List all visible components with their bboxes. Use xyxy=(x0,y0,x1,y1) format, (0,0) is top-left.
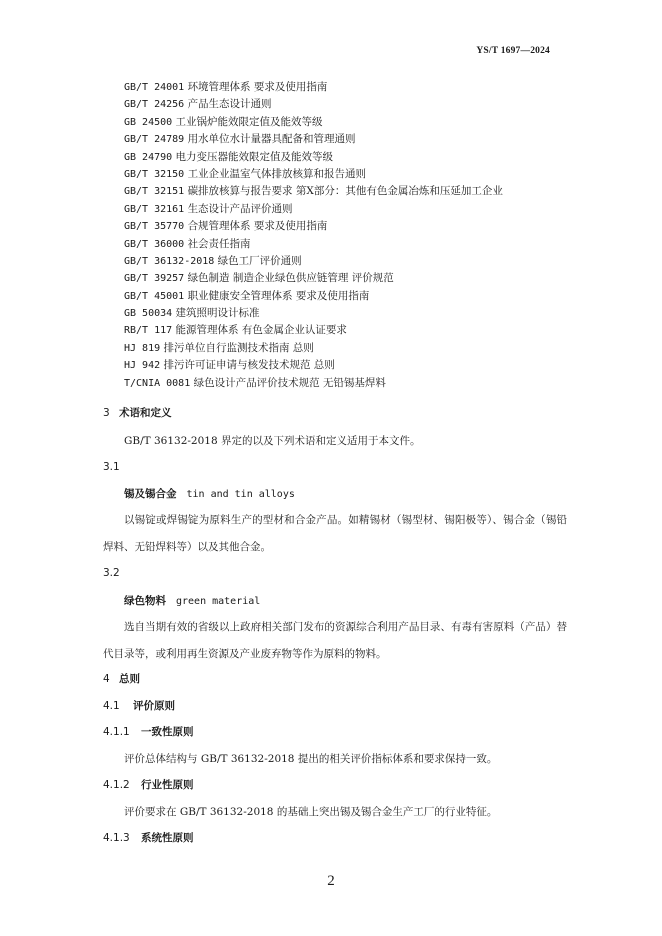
reference-item: GB/T 32151 碳排放核算与报告要求 第X部分：其他有色金属冶炼和压延加工企业 xyxy=(124,185,503,198)
reference-item: GB/T 45001 职业健康安全管理体系 要求及使用指南 xyxy=(124,289,370,302)
reference-item: GB 50034 建筑照明设计标准 xyxy=(124,307,260,320)
reference-item: HJ 819 排污单位自行监测技术指南 总则 xyxy=(124,341,314,354)
reference-item: GB/T 39257 绿色制造 制造企业绿色供应链管理 评价规范 xyxy=(124,272,394,285)
term-3-2-number: 3.2 xyxy=(103,567,120,579)
term-3-1-definition: 以锡锭或焊锡锭为原料生产的型材和合金产品。如精锡材（锡型材、锡阳极等）、锡合金（锡铅焊料、无铅焊料等）以及其他合金。 xyxy=(103,514,567,553)
reference-item: GB/T 24001 环境管理体系 要求及使用指南 xyxy=(124,81,328,93)
standard-code: YS/T 1697—2024 xyxy=(476,46,550,56)
reference-item: GB 24500 工业锅炉能效限定值及能效等级 xyxy=(124,115,323,128)
reference-item: T/CNIA 0081 绿色设计产品评价技术规范 无铅锡基焊料 xyxy=(124,376,386,389)
section-3-intro: GB/T 36132-2018 界定的以及下列术语和定义适用于本文件。 xyxy=(124,435,421,447)
reference-item: RB/T 117 能源管理体系 有色金属企业认证要求 xyxy=(124,324,347,337)
reference-item: GB/T 36000 社会责任指南 xyxy=(124,237,251,250)
reference-item: GB/T 32161 生态设计产品评价通则 xyxy=(124,202,293,215)
section-4-1-2-heading: 4.1.2 行业性原则 xyxy=(103,779,194,791)
section-4-1-2-text: 评价要求在 GB/T 36132-2018 的基础上突出锡及锡合金生产工厂的行业特征。 xyxy=(124,806,498,818)
term-3-2-name: 绿色物料 green material xyxy=(124,595,261,607)
section-3-heading: 3 术语和定义 xyxy=(103,407,172,419)
section-4-1-1-heading: 4.1.1 一致性原则 xyxy=(103,726,194,738)
reference-item: GB/T 24256 产品生态设计通则 xyxy=(124,98,272,111)
reference-item: HJ 942 排污许可证申请与核发技术规范 总则 xyxy=(124,359,335,372)
section-4-1-3-heading: 4.1.3 系统性原则 xyxy=(103,832,194,844)
section-4-1-heading: 4.1 评价原则 xyxy=(103,700,175,712)
normative-references-list xyxy=(124,79,594,392)
section-4-heading: 4 总则 xyxy=(103,673,140,685)
reference-item: GB/T 36132-2018 绿色工厂评价通则 xyxy=(124,254,302,267)
page-number: 2 xyxy=(327,873,335,889)
reference-item: GB 24790 电力变压器能效限定值及能效等级 xyxy=(124,150,334,163)
term-3-1-name: 锡及锡合金 tin and tin alloys xyxy=(124,488,295,500)
reference-item: GB/T 35770 合规管理体系 要求及使用指南 xyxy=(124,220,328,233)
term-3-2-definition: 选自当期有效的省级以上政府相关部门发布的资源综合利用产品目录、有毒有害原料（产品）替代目录等，或利用再生资源及产业废弃物等作为原料的物料。 xyxy=(103,621,567,660)
reference-item: GB/T 24789 用水单位水计量器具配备和管理通则 xyxy=(124,133,356,146)
term-3-1-number: 3.1 xyxy=(103,461,120,473)
section-4-1-1-text: 评价总体结构与 GB/T 36132-2018 提出的相关评价指标体系和要求保持一致。 xyxy=(124,753,498,765)
reference-item: GB/T 32150 工业企业温室气体排放核算和报告通则 xyxy=(124,167,367,180)
